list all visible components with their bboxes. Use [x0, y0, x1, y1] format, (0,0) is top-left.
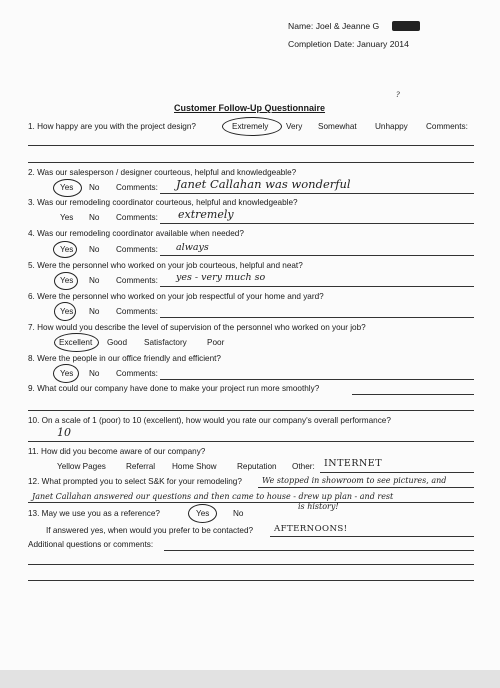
additional-line-1 [164, 550, 474, 551]
q3-comments-label: Comments: [116, 213, 158, 222]
q1-comment-line-1 [28, 145, 474, 146]
q5-answer: yes - very much so [176, 272, 266, 283]
name-redaction [392, 21, 420, 31]
q3-answer: extremely [178, 208, 234, 221]
q8-option-no: No [89, 369, 100, 378]
q4-option-yes: Yes [60, 245, 74, 254]
question-1: 1. How happy are you with the project design? [28, 122, 196, 131]
question-12: 12. What prompted you to select S&K for your remodeling? [28, 477, 242, 486]
q11-option-yellow-pages: Yellow Pages [57, 462, 106, 471]
question-8: 8. Were the people in our office friendly and efficient? [28, 354, 221, 363]
q4-comment-line [160, 255, 474, 256]
q2-answer: Janet Callahan was wonderful [176, 177, 351, 191]
contact-line [270, 536, 474, 537]
q6-comment-line [160, 317, 474, 318]
q8-comments-label: Comments: [116, 369, 158, 378]
q12-answer-line-2 [28, 502, 474, 503]
q1-selection-circle [222, 117, 282, 136]
q7-option-good: Good [107, 338, 128, 347]
q9-answer-line-2 [28, 410, 474, 411]
q5-comments-label: Comments: [116, 276, 158, 285]
q12-answer-line-3-text: is history! [298, 502, 339, 511]
q11-option-reputation: Reputation [237, 462, 277, 471]
q13-option-no: No [233, 509, 244, 518]
q11-answer-line [320, 472, 474, 473]
q4-selection-circle [53, 241, 77, 258]
q8-option-yes: Yes [60, 369, 74, 378]
q1-option-extremely: Extremely [232, 122, 269, 131]
q5-option-yes: Yes [60, 276, 74, 285]
q1-option-very: Very [286, 122, 303, 131]
q3-comment-line [160, 223, 474, 224]
question-10: 10. On a scale of 1 (poor) to 10 (excellent), how would you rate our company's overall performance? [28, 416, 391, 425]
question-3: 3. Was our remodeling coordinator courteous, helpful and knowledgeable? [28, 198, 298, 207]
q2-comments-label: Comments: [116, 183, 158, 192]
q7-option-excellent: Excellent [59, 338, 93, 347]
q4-comments-label: Comments: [116, 245, 158, 254]
q4-option-no: No [89, 245, 100, 254]
q5-option-no: No [89, 276, 100, 285]
q1-comment-line-2 [28, 162, 474, 163]
q9-answer-line-1 [352, 394, 474, 395]
scan-bottom-margin [0, 670, 500, 688]
question-7: 7. How would you describe the level of supervision of the personnel who worked on your job? [28, 323, 366, 332]
q3-option-no: No [89, 213, 100, 222]
q1-comments-label: Comments: [426, 122, 468, 131]
q2-comment-line [160, 193, 474, 194]
q11-option-other: Other: [292, 462, 315, 471]
q1-option-unhappy: Unhappy [375, 122, 408, 131]
question-5: 5. Were the personnel who worked on your job courteous, helpful and neat? [28, 261, 303, 270]
q12-answer-line-1 [258, 487, 474, 488]
q7-option-poor: Poor [207, 338, 225, 347]
q8-comment-line [160, 379, 474, 380]
q7-selection-circle [54, 333, 99, 352]
question-13: 13. May we use you as a reference? [28, 509, 160, 518]
q2-selection-circle [53, 179, 82, 197]
q3-option-yes: Yes [60, 213, 74, 222]
q12-answer-line-2-text: Janet Callahan answered our questions and then came to house - drew up plan - and rest [32, 492, 394, 501]
contact-prompt: If answered yes, when would you prefer to be contacted? [46, 526, 254, 535]
q10-answer: 10 [57, 426, 71, 439]
name-label: Name: Joel & Jeanne G [288, 21, 380, 31]
question-11: 11. How did you become aware of our company? [28, 447, 206, 456]
q13-option-yes: Yes [196, 509, 210, 518]
q11-answer: INTERNET [324, 458, 383, 469]
q1-option-somewhat: Somewhat [318, 122, 357, 131]
q13-selection-circle [188, 504, 217, 523]
form-title: Customer Follow-Up Questionnaire [174, 103, 326, 113]
completion-date: Completion Date: January 2014 [288, 39, 409, 49]
contact-answer: AFTERNOONS! [274, 524, 348, 534]
q10-answer-line [28, 441, 474, 442]
q11-option-referral: Referral [126, 462, 156, 471]
q6-option-yes: Yes [60, 307, 74, 316]
question-9: 9. What could our company have done to make your project run more smoothly? [28, 384, 320, 393]
additional-line-3 [28, 580, 474, 581]
additional-comments-label: Additional questions or comments: [28, 540, 154, 549]
q11-option-home-show: Home Show [172, 462, 217, 471]
q6-option-no: No [89, 307, 100, 316]
additional-line-2 [28, 564, 474, 565]
q7-option-satisfactory: Satisfactory [144, 338, 187, 347]
q2-option-yes: Yes [60, 183, 74, 192]
q5-selection-circle [54, 272, 78, 290]
q5-comment-line [160, 286, 474, 287]
q4-answer: always [176, 242, 209, 253]
q6-selection-circle [54, 302, 76, 321]
question-2: 2. Was our salesperson / designer courteous, helpful and knowledgeable? [28, 168, 297, 177]
question-6: 6. Were the personnel who worked on your job respectful of your home and yard? [28, 292, 324, 301]
q2-option-no: No [89, 183, 100, 192]
q12-answer-line-1-text: We stopped in showroom to see pictures, and [262, 476, 447, 485]
q6-comments-label: Comments: [116, 307, 158, 316]
question-4: 4. Was our remodeling coordinator available when needed? [28, 229, 244, 238]
q8-selection-circle [53, 364, 79, 383]
stray-mark: ? [396, 91, 400, 99]
